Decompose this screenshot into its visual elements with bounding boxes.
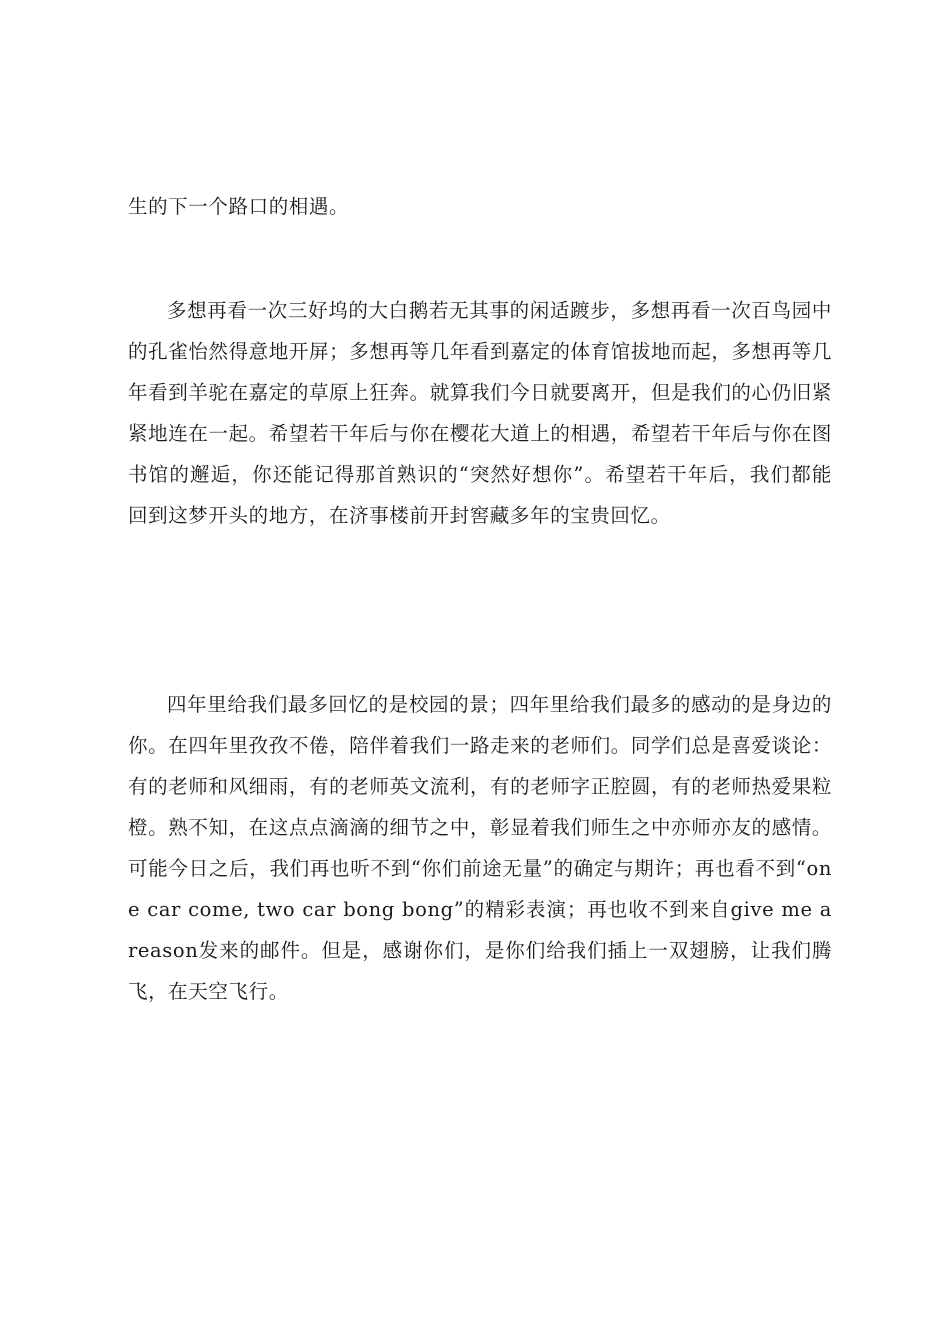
- paragraph-memories: 多想再看一次三好坞的大白鹅若无其事的闲适踱步，多想再看一次百鸟园中的孔雀怡然得意地开屏；多想再等几年看到嘉定的体育馆拔地而起，多想再等几年看到羊驼在嘉定的草原上狂奔。就算我们今日就要离开，但是我们的心仍旧紧紧地连在一起。希望若干年后与你在樱花大道上的相遇，希望若干年后与你在图书馆的邂逅，你还能记得那首熟识的“突然好想你”。希望若干年后，我们都能回到这梦开头的地方，在济事楼前开封窖藏多年的宝贵回忆。: [128, 299, 832, 527]
- paragraph-teachers: 四年里给我们最多回忆的是校园的景；四年里给我们最多的感动的是身边的你。在四年里孜孜不倦，陪伴着我们一路走来的老师们。同学们总是喜爱谈论：有的老师和风细雨，有的老师英文流利，有的老师字正腔圆，有的老师热爱果粒橙。熟不知，在这点点滴滴的细节之中，彰显着我们师生之中亦师亦友的感情。可能今日之后，我们再也听不到“你们前途无量”的确定与期许；再也看不到“one car come, two car bong bong”的精彩表演；再也收不到来自give me a reason发来的邮件。但是，感谢你们，是你们给我们插上一双翅膀，让我们腾飞，在天空飞行。: [128, 693, 832, 1003]
- paragraph-continuation: 生的下一个路口的相遇。: [128, 195, 350, 218]
